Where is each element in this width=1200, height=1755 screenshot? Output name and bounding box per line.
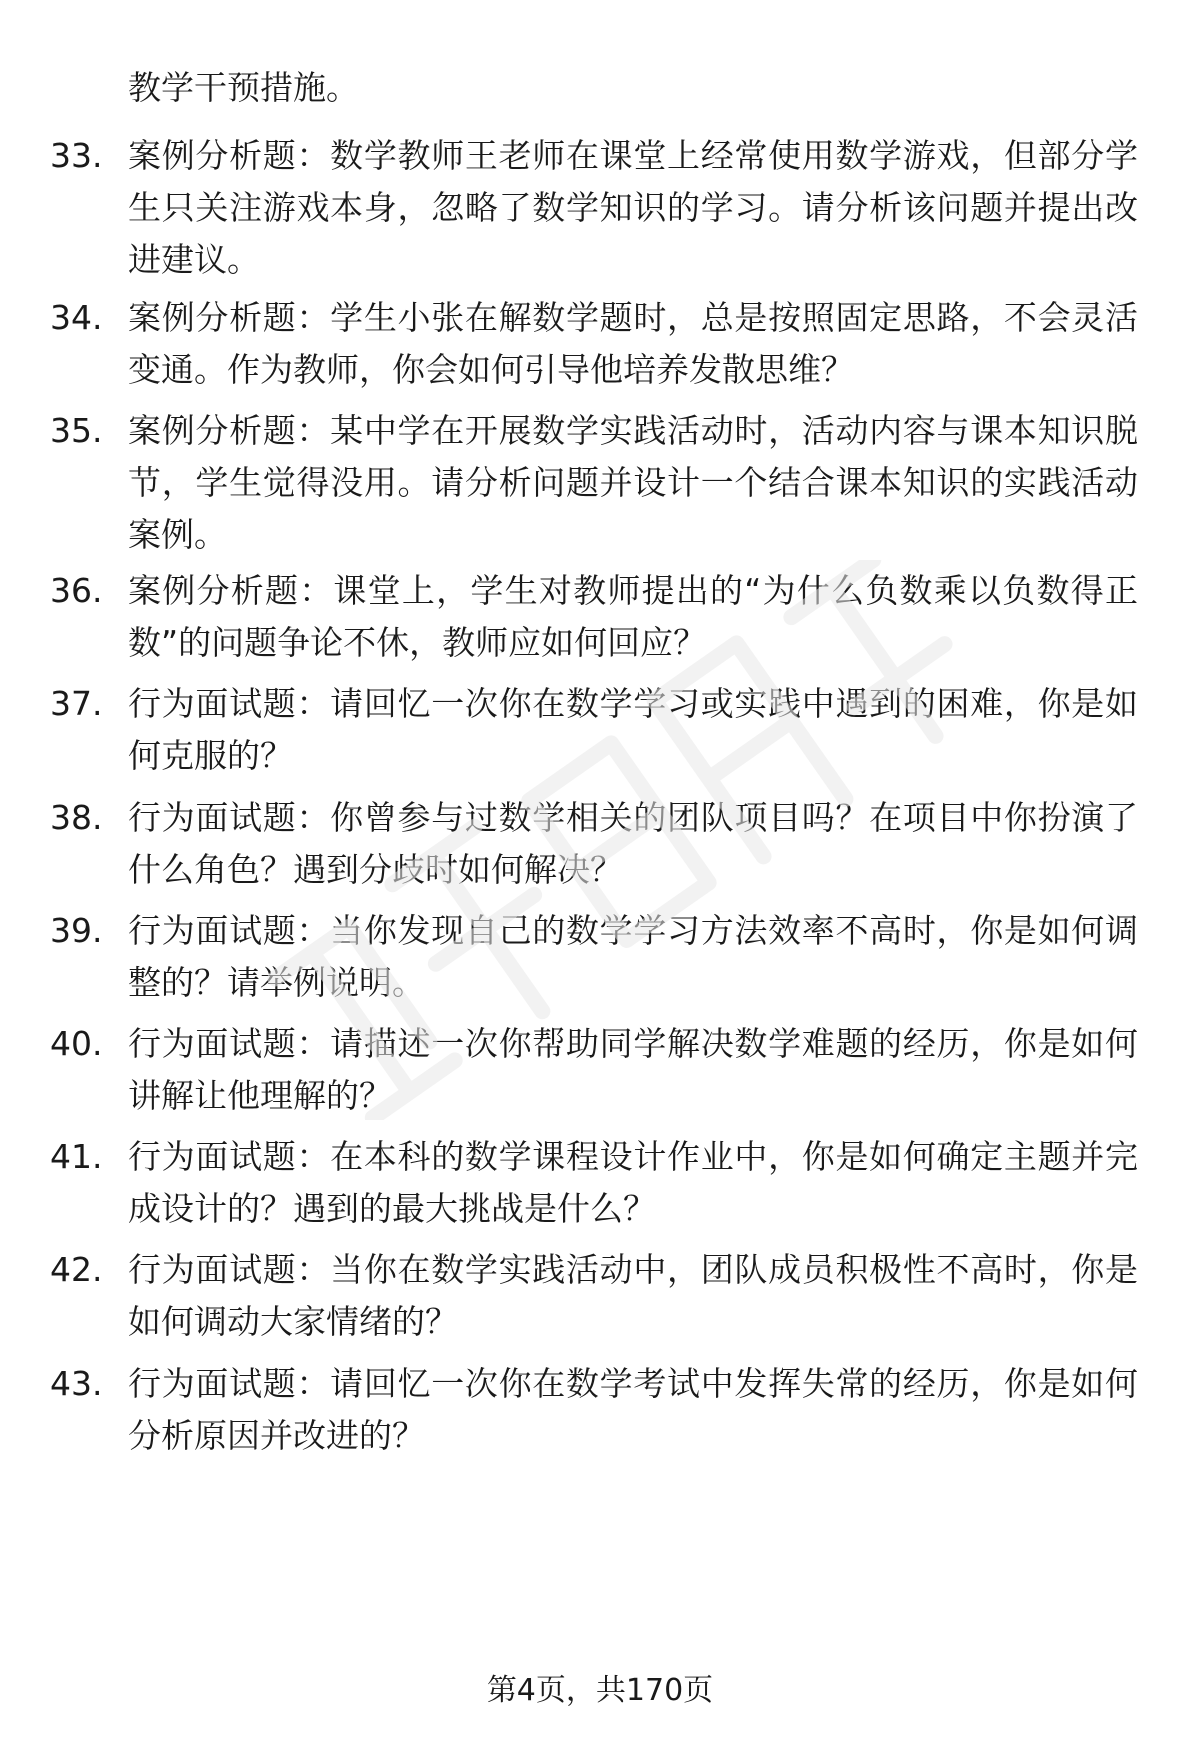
question-text: 行为面试题：当你发现自己的数学学习方法效率不高时，你是如何调整的？请举例说明。 [128,911,1138,1002]
question-number: 37. [50,684,103,723]
question-text: 行为面试题：在本科的数学课程设计作业中，你是如何确定主题并完成设计的？遇到的最大挑战是什么？ [128,1137,1138,1228]
question-number: 36. [50,571,103,610]
page-footer: 第4页，共170页 [486,1673,714,1708]
question-text: 行为面试题：当你在数学实践活动中，团队成员积极性不高时，你是如何调动大家情绪的？ [128,1250,1138,1341]
question-text: 行为面试题：你曾参与过数学相关的团队项目吗？在项目中你扮演了什么角色？遇到分歧时如何解决？ [128,798,1138,889]
question-text: 案例分析题：数学教师王老师在课堂上经常使用数学游戏，但部分学生只关注游戏本身，忽略了数学知识的学习。请分析该问题并提出改进建议。 [128,136,1138,279]
question-text: 案例分析题：学生小张在解数学题时，总是按照固定思路，不会灵活变通。作为教师，你会如何引导他培养发散思维？ [128,298,1138,389]
question-number: 34. [50,298,103,337]
question-number: 38. [50,798,103,837]
question-text: 案例分析题：课堂上，学生对教师提出的“为什么负数乘以负数得正数”的问题争论不休，教师应如何回应？ [128,571,1138,662]
question-number: 43. [50,1364,103,1403]
question-text: 行为面试题：请描述一次你帮助同学解决数学难题的经历，你是如何讲解让他理解的？ [128,1024,1138,1115]
question-number: 40. [50,1024,103,1063]
question-text: 行为面试题：请回忆一次你在数学考试中发挥失常的经历，你是如何分析原因并改进的？ [128,1364,1138,1455]
question-number: 41. [50,1137,103,1176]
question-text: 案例分析题：某中学在开展数学实践活动时，活动内容与课本知识脱节，学生觉得没用。请分析问题并设计一个结合课本知识的实践活动案例。 [128,411,1138,554]
question-number: 39. [50,911,103,950]
question-number: 35. [50,411,103,450]
question-number: 33. [50,136,103,175]
question-number: 42. [50,1250,103,1289]
question-text: 行为面试题：请回忆一次你在数学学习或实践中遇到的困难，你是如何克服的？ [128,684,1138,775]
continuation-text: 教学干预措施。 [128,68,359,107]
